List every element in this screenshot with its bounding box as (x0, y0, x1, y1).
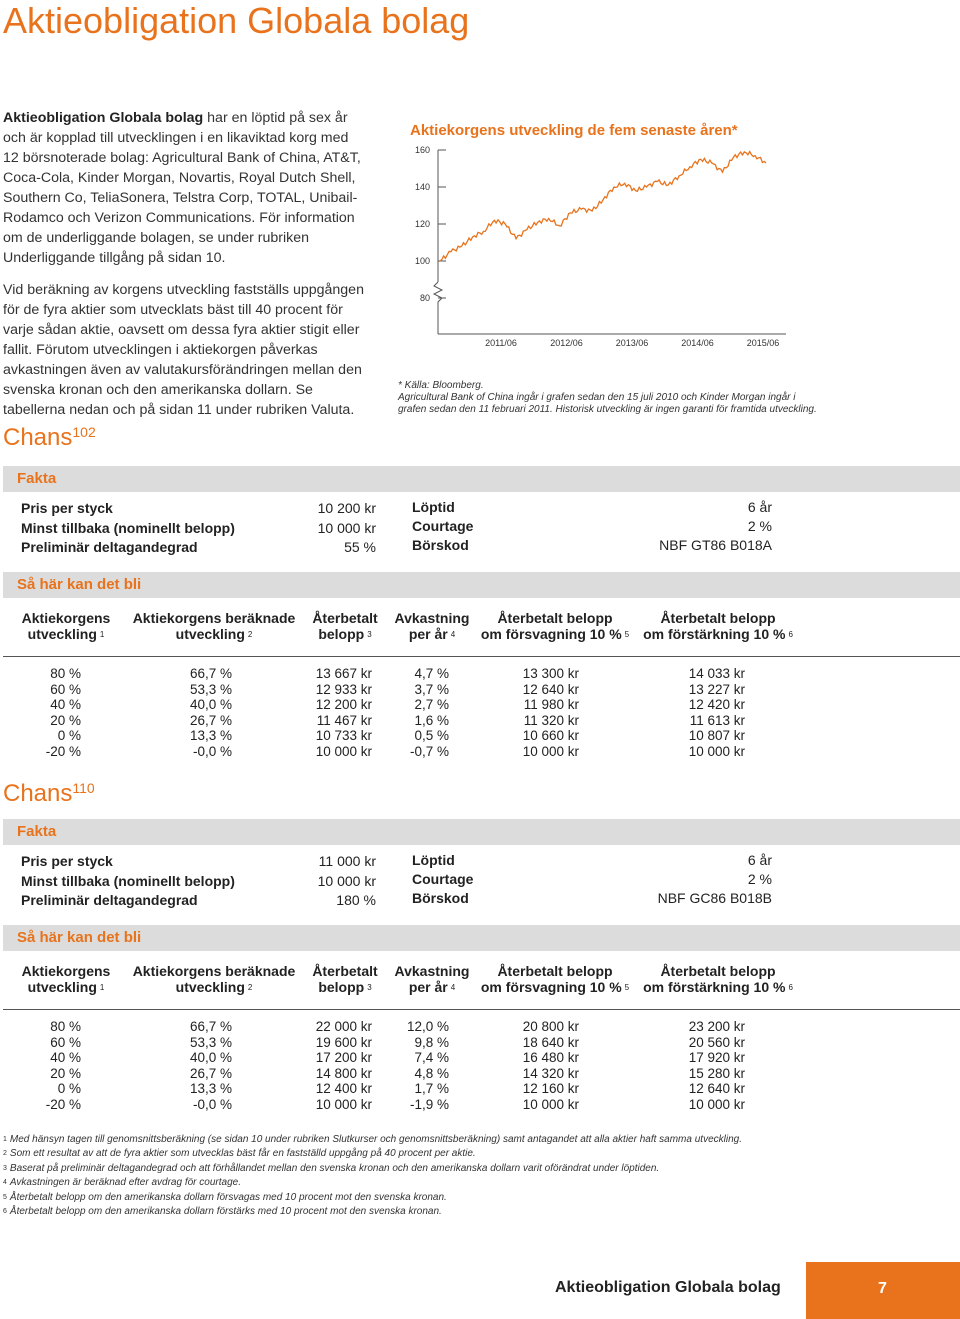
column-footnote-ref: 4 (450, 982, 456, 992)
table-cell: 10 660 kr (522, 728, 579, 743)
table-row (3, 666, 960, 682)
intro-paragraph-1 (3, 108, 368, 268)
column-header-line-2: utveckling (27, 625, 97, 642)
minst-label: Minst tillbaka (nominellt belopp) (21, 872, 235, 889)
column-header-3 (300, 611, 390, 642)
y-tick-label: 140 (414, 182, 430, 192)
column-footnote-ref: 3 (367, 629, 372, 639)
table-cell: -0,0 % (192, 1096, 232, 1112)
pris-value: 11 000 kr (318, 853, 376, 869)
column-footnote-ref: 6 (788, 982, 793, 992)
borskod-label: Börskod (412, 890, 469, 906)
table-cell: 10 000 kr (522, 743, 579, 759)
footnote-text: Avkastningen är beräknad efter avdrag för courtage. (9, 1177, 241, 1189)
chart-source: * Källa: Bloomberg. (398, 380, 484, 391)
column-header-3 (300, 964, 390, 995)
table-cell: -0,7 % (409, 743, 449, 759)
fact-row (412, 518, 772, 537)
table-cell: 20 800 kr (522, 1019, 579, 1034)
column-header-2 (125, 611, 303, 642)
table-cell: 1,6 % (414, 712, 449, 728)
intro-text (3, 108, 368, 432)
table-cell: 20 560 kr (688, 1034, 745, 1050)
table-cell: 26,7 % (189, 1065, 232, 1081)
table-cell: 20 % (50, 712, 81, 728)
table-cell: 20 % (50, 1065, 81, 1081)
scenario-table-body (3, 1009, 960, 1117)
chart-plot (398, 104, 960, 374)
fact-row (412, 852, 772, 871)
minst-value: 10 000 kr (317, 519, 376, 536)
loptid-label: Löptid (412, 499, 455, 515)
column-header-line-2: om försvagning 10 % (480, 625, 622, 642)
chans-110-section (3, 819, 960, 1117)
table-row (3, 728, 960, 744)
footnote (3, 1147, 943, 1161)
table-cell: 10 000 kr (315, 1096, 372, 1112)
footnote-number: 1 (3, 1136, 7, 1143)
table-cell: 11 467 kr (316, 712, 372, 728)
scenario-header: Så här kan det bli (3, 572, 960, 598)
table-cell: 13 227 kr (688, 681, 745, 697)
y-tick-label: 120 (414, 219, 430, 229)
table-cell: 66,7 % (189, 666, 232, 681)
scenario-header: Så här kan det bli (3, 925, 960, 951)
column-header-line-1: Återbetalt belopp (660, 610, 776, 626)
prelim-label: Preliminär deltagandegrad (21, 892, 198, 908)
column-header-4 (391, 611, 473, 642)
table-cell: 11 980 kr (523, 697, 579, 712)
table-cell: 10 000 kr (315, 743, 372, 759)
y-tick-label: 160 (414, 145, 430, 155)
column-footnote-ref: 4 (450, 629, 456, 639)
table-cell: 2,7 % (414, 697, 449, 712)
fakta-box (3, 845, 960, 925)
table-cell: 10 000 kr (688, 1096, 745, 1112)
fact-row (21, 892, 376, 911)
table-cell: 14 320 kr (522, 1065, 579, 1081)
table-cell: 40 % (50, 1050, 81, 1065)
table-cell: 16 480 kr (522, 1050, 579, 1065)
x-tick-label: 2012/06 (550, 338, 583, 348)
chans-word: Chans (3, 780, 73, 807)
table-cell: 1,7 % (414, 1081, 449, 1096)
borskod-value: NBF GT86 B018A (659, 537, 772, 553)
column-header-line-1: Återbetalt (312, 963, 378, 979)
table-row (3, 1019, 960, 1035)
footnote-text: Baserat på preliminär deltagandegrad och att förhållandet mellan den svenska kronan och den amerikanska dollarn varit oförändrat under löptiden. (9, 1162, 660, 1174)
column-footnote-ref: 5 (624, 982, 630, 992)
column-header-line-2: per år (408, 978, 448, 995)
table-cell: -0,0 % (192, 743, 232, 759)
chans-110-heading (3, 780, 95, 808)
column-header-line-2: belopp (318, 625, 365, 642)
table-cell: 14 033 kr (688, 666, 745, 681)
table-row (3, 744, 960, 760)
table-cell: 22 000 kr (315, 1019, 372, 1034)
table-cell: 4,7 % (414, 666, 449, 681)
footnote-number: 6 (3, 1208, 7, 1216)
intro-paragraph-2: Vid beräkning av korgens utveckling fastställs uppgången för de fyra aktier som utvecklats bäst till 40 procent för varje sådan aktie, oavsett om dessa fyra aktier stigit eller fallit. Förutom utvecklingen i aktiekorgen påverkas avkastningen även av valutakursförändringen mellan den svenska kronan och den amerikanska dollarn. Se tabellerna nedan och på sidan 11 under rubriken Valuta. (3, 282, 364, 418)
table-row (3, 1066, 960, 1082)
intro-paragraph-1-text: har en löptid på sex år och är kopplad till utvecklingen i en likaviktad korg med 12 börsnoterade bolag: Agricultural Bank of China, AT&T, Coca-Cola, Kinder Morgan, Novartis, Royal Dutch Shell, Southern Co, TeliaSonera, Telstra Corp, TOTAL, Unibail-Rodamco och Verizon Communications. För information om de underliggande bolagen, se under rubriken Underliggande tillgång på sidan 10. (3, 110, 361, 266)
chart-title: Aktiekorgens utveckling de fem senaste åren* (410, 122, 738, 139)
footnote (3, 1176, 943, 1190)
table-cell: 80 % (50, 1019, 81, 1034)
table-cell: 40,0 % (189, 1050, 232, 1065)
column-header-line-2: per år (408, 625, 448, 642)
footnote (3, 1191, 943, 1205)
column-header-line-1: Aktiekorgens beräknade (132, 963, 296, 979)
column-header-line-2: utveckling (27, 978, 97, 995)
table-cell: -20 % (45, 1096, 81, 1112)
column-header-line-2: utveckling (175, 625, 245, 642)
table-cell: 60 % (50, 681, 81, 697)
column-header-line-1: Återbetalt (312, 610, 378, 626)
page-title: Aktieobligation Globala bolag (3, 0, 470, 41)
footnote-number: 3 (3, 1164, 7, 1172)
fact-row (21, 539, 376, 558)
table-cell: 60 % (50, 1034, 81, 1050)
chans-number: 102 (72, 424, 96, 440)
column-header-line-2: om förstärkning 10 % (643, 978, 786, 995)
fakta-header: Fakta (3, 819, 960, 845)
column-header-1 (11, 611, 121, 642)
table-cell: 12 640 kr (522, 681, 579, 697)
table-cell: 12 400 kr (315, 1081, 372, 1096)
table-cell: 13,3 % (189, 728, 232, 743)
table-row (3, 1097, 960, 1113)
footnote (3, 1162, 943, 1176)
column-header-4 (391, 964, 473, 995)
loptid-label: Löptid (412, 852, 455, 868)
scenario-table-body (3, 656, 960, 764)
column-header-6 (639, 964, 797, 995)
table-cell: 17 920 kr (688, 1050, 745, 1065)
table-cell: 13,3 % (189, 1081, 232, 1096)
pris-label: Pris per styck (21, 500, 113, 516)
column-header-2 (125, 964, 303, 995)
table-cell: 80 % (50, 666, 81, 681)
column-header-line-2: om försvagning 10 % (480, 978, 622, 995)
chans-number: 110 (72, 780, 95, 796)
table-cell: 0,5 % (414, 728, 449, 743)
column-header-5 (475, 611, 635, 642)
y-tick-label: 100 (414, 256, 430, 266)
prelim-value: 180 % (336, 892, 376, 908)
fact-row (21, 873, 376, 892)
fact-row (412, 871, 772, 890)
column-header-1 (11, 964, 121, 995)
footnote-number: 2 (3, 1150, 7, 1158)
fakta-box (3, 492, 960, 572)
prelim-value: 55 % (344, 539, 376, 555)
pris-value: 10 200 kr (317, 500, 376, 516)
column-header-line-1: Avkastning (394, 963, 470, 979)
table-cell: 53,3 % (189, 1034, 232, 1050)
table-cell: 12 160 kr (522, 1081, 579, 1096)
borskod-label: Börskod (412, 537, 469, 553)
table-row (3, 713, 960, 729)
column-header-line-1: Återbetalt belopp (497, 963, 613, 979)
column-footnote-ref: 1 (99, 629, 105, 639)
column-footnote-ref: 3 (367, 982, 372, 992)
series-line (440, 152, 766, 261)
column-header-line-1: Aktiekorgens beräknade (132, 610, 296, 626)
table-cell: 10 000 kr (688, 743, 745, 759)
table-cell: 12,0 % (406, 1019, 449, 1034)
intro-product-name: Aktieobligation Globala bolag (3, 110, 204, 126)
table-cell: 11 320 kr (523, 712, 579, 728)
pris-label: Pris per styck (21, 853, 113, 869)
footnote-text: Återbetalt belopp om den amerikanska dollarn förstärks med 10 procent mot den svenska kronan. (9, 1206, 442, 1218)
axis-break (434, 282, 442, 334)
fact-row (21, 500, 376, 519)
table-cell: 19 600 kr (315, 1034, 372, 1050)
table-cell: 12 640 kr (688, 1081, 745, 1096)
courtage-label: Courtage (412, 871, 474, 887)
courtage-value: 2 % (747, 518, 772, 534)
fact-row (21, 520, 376, 539)
chans-102-section (3, 466, 960, 764)
table-cell: 26,7 % (189, 712, 232, 728)
fakta-header: Fakta (3, 466, 960, 492)
column-header-line-1: Avkastning (394, 610, 470, 626)
column-header-line-2: om förstärkning 10 % (643, 625, 786, 642)
footnote-text: Som ett resultat av att de fyra aktier som utvecklas bäst får en fastställd uppgång på 40 procent per aktie. (9, 1148, 476, 1160)
minst-value: 10 000 kr (317, 872, 376, 889)
column-header-line-2: belopp (318, 978, 365, 995)
footnotes (3, 1133, 943, 1219)
table-row (3, 682, 960, 698)
table-cell: 11 613 kr (689, 712, 745, 728)
table-cell: 3,7 % (414, 681, 449, 697)
courtage-label: Courtage (412, 518, 474, 534)
column-header-line-1: Återbetalt belopp (497, 610, 613, 626)
table-cell: 13 667 kr (315, 666, 372, 681)
table-row (3, 697, 960, 713)
table-cell: -20 % (45, 743, 81, 759)
column-header-line-1: Aktiekorgens (21, 610, 111, 626)
table-cell: 40,0 % (189, 697, 232, 712)
table-cell: 10 000 kr (522, 1096, 579, 1112)
chart-notes (398, 380, 818, 416)
fact-row (21, 853, 376, 872)
footnote-number: 5 (3, 1193, 7, 1201)
loptid-value: 6 år (747, 499, 772, 515)
chart-note: Agricultural Bank of China ingår i grafen sedan den 15 juli 2010 och Kinder Morgan ingår i grafen sedan den 11 februari 2011. Historisk utveckling är ingen garanti för framtida utveckling. (398, 392, 817, 415)
column-header-line-2: utveckling (175, 978, 245, 995)
footnote (3, 1205, 943, 1219)
page-number: 7 (806, 1262, 960, 1319)
table-row (3, 1050, 960, 1066)
table-cell: 7,4 % (414, 1050, 449, 1065)
table-cell: 23 200 kr (688, 1019, 745, 1034)
table-cell: 13 300 kr (522, 666, 579, 681)
x-tick-label: 2013/06 (615, 338, 649, 348)
table-cell: 10 733 kr (315, 728, 372, 743)
column-header-line-1: Återbetalt belopp (660, 963, 776, 979)
prelim-label: Preliminär deltagandegrad (21, 539, 198, 555)
column-header-line-1: Aktiekorgens (21, 963, 111, 979)
table-cell: -1,9 % (409, 1096, 449, 1112)
column-footnote-ref: 2 (247, 629, 253, 639)
minst-label: Minst tillbaka (nominellt belopp) (21, 519, 235, 536)
column-header-6 (639, 611, 797, 642)
x-tick-label: 2011/06 (485, 338, 517, 348)
column-footnote-ref: 1 (99, 982, 105, 992)
footer-title: Aktieobligation Globala bolag (555, 1279, 781, 1296)
table-cell: 40 % (50, 697, 81, 712)
table-cell: 12 420 kr (688, 697, 745, 712)
borskod-value: NBF GC86 B018B (657, 890, 772, 906)
loptid-value: 6 år (747, 852, 772, 868)
table-cell: 12 933 kr (315, 681, 372, 697)
scenario-table-header (3, 951, 960, 1009)
fact-row (412, 890, 772, 909)
fact-row (412, 499, 772, 518)
column-footnote-ref: 5 (624, 629, 630, 639)
table-cell: 66,7 % (189, 1019, 232, 1034)
table-row (3, 1035, 960, 1051)
column-header-5 (475, 964, 635, 995)
table-cell: 0 % (57, 728, 81, 743)
column-footnote-ref: 6 (788, 629, 793, 639)
table-cell: 53,3 % (189, 681, 232, 697)
table-cell: 10 807 kr (688, 728, 745, 743)
footnote (3, 1133, 943, 1147)
fact-row (412, 537, 772, 556)
column-footnote-ref: 2 (247, 982, 253, 992)
table-cell: 9,8 % (414, 1034, 449, 1050)
y-tick-label: 80 (419, 293, 430, 303)
table-cell: 0 % (57, 1081, 81, 1096)
table-cell: 12 200 kr (315, 697, 372, 712)
courtage-value: 2 % (747, 871, 772, 887)
scenario-table-header (3, 598, 960, 656)
footnote-text: Med hänsyn tagen till genomsnittsberäkning (se sidan 10 under rubriken Slutkurser och genomsnittsberäkning) samt antagandet att alla aktier haft samma utveckling. (9, 1134, 742, 1145)
table-row (3, 1081, 960, 1097)
x-tick-label: 2015/06 (746, 338, 780, 348)
chans-word: Chans (3, 424, 73, 451)
basket-chart (398, 104, 960, 434)
chans-102-heading (3, 424, 96, 452)
footnote-text: Återbetalt belopp om den amerikanska dollarn försvagas med 10 procent mot den svenska kronan. (9, 1191, 447, 1203)
table-cell: 14 800 kr (315, 1065, 372, 1081)
footnote-number: 4 (3, 1179, 7, 1187)
table-cell: 4,8 % (414, 1065, 449, 1081)
table-cell: 15 280 kr (688, 1065, 745, 1081)
x-tick-label: 2014/06 (681, 338, 714, 348)
table-cell: 17 200 kr (315, 1050, 372, 1065)
table-cell: 18 640 kr (522, 1034, 579, 1050)
